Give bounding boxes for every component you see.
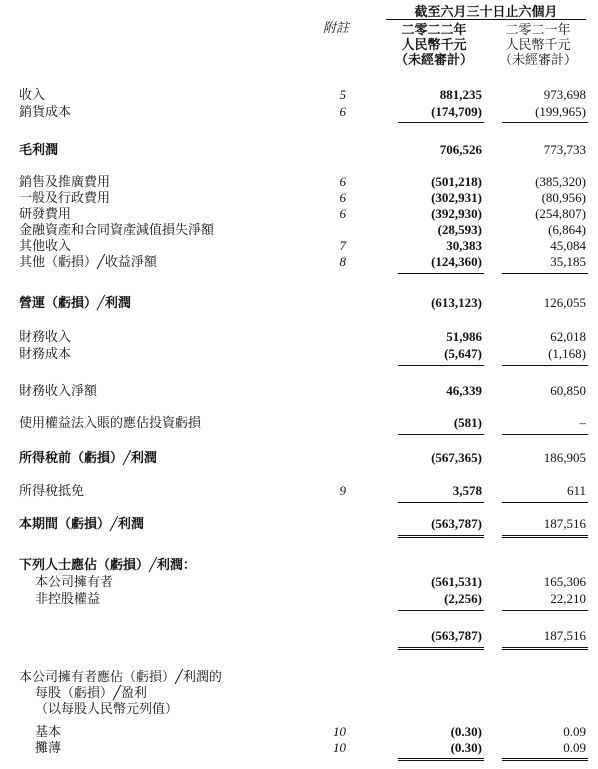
eps-heading-line1: 本公司擁有者應佔（虧損）╱利潤的 bbox=[19, 669, 222, 684]
subtotal-rule bbox=[398, 122, 484, 123]
owners-2021: 165,306 bbox=[543, 574, 586, 589]
col-2021-unit: 人民幣千元 bbox=[505, 37, 571, 52]
other-income-note: 7 bbox=[339, 238, 346, 253]
other-income-label: 其他收入 bbox=[19, 238, 72, 253]
cost-of-sales-2022: (174,709) bbox=[431, 104, 482, 119]
subtotal-rule bbox=[398, 273, 484, 274]
nci-label: 非控股權益 bbox=[35, 591, 101, 606]
tax-2022: 3,578 bbox=[452, 483, 482, 498]
finance-income-2021: 62,018 bbox=[550, 329, 586, 344]
impairment-label: 金融資產和合同資產減值損失淨額 bbox=[19, 222, 215, 237]
rnd-2022: (392,930) bbox=[431, 206, 482, 221]
diluted-2022: (0.30) bbox=[450, 740, 482, 755]
basic-note: 10 bbox=[333, 724, 346, 739]
finance-cost-label: 財務成本 bbox=[19, 346, 72, 361]
finance-net-label: 財務收入淨額 bbox=[19, 383, 98, 398]
finance-income-2022: 51,986 bbox=[446, 329, 482, 344]
basic-label: 基本 bbox=[35, 724, 62, 739]
period-header: 截至六月三十日止六個月 bbox=[414, 4, 558, 19]
cost-of-sales-note: 6 bbox=[339, 104, 346, 119]
finance-cost-2022: (5,647) bbox=[444, 346, 482, 361]
operating-2022: (613,123) bbox=[431, 295, 482, 310]
cost-of-sales-2021: (199,965) bbox=[535, 104, 586, 119]
total-double-rule bbox=[398, 758, 484, 761]
equity-method-2021: – bbox=[579, 415, 586, 430]
operating-2021: 126,055 bbox=[543, 295, 586, 310]
tax-note: 9 bbox=[339, 483, 346, 498]
col-2022-status: （未經審計） bbox=[394, 52, 473, 67]
equity-method-label: 使用權益法入賬的應佔投資虧損 bbox=[19, 415, 202, 430]
admin-label: 一般及行政費用 bbox=[19, 190, 111, 205]
finance-income-label: 財務收入 bbox=[19, 329, 72, 344]
selling-2022: (501,218) bbox=[431, 174, 482, 189]
total-double-rule bbox=[398, 647, 484, 650]
selling-label: 銷售及推廣費用 bbox=[19, 174, 111, 189]
gross-profit-2022: 706,526 bbox=[439, 142, 482, 157]
operating-label: 營運（虧損）╱利潤 bbox=[19, 295, 131, 310]
gross-profit-label: 毛利潤 bbox=[19, 142, 59, 157]
period-underline bbox=[386, 19, 586, 20]
col-2022-unit: 人民幣千元 bbox=[401, 37, 467, 52]
basic-2021: 0.09 bbox=[563, 724, 586, 739]
selling-note: 6 bbox=[339, 174, 346, 189]
subtotal-rule bbox=[502, 434, 588, 435]
finance-net-2022: 46,339 bbox=[446, 383, 482, 398]
total-double-rule bbox=[502, 758, 588, 761]
other-gains-note: 8 bbox=[339, 254, 346, 269]
impairment-2022: (28,593) bbox=[437, 222, 482, 237]
basic-2022: (0.30) bbox=[450, 724, 482, 739]
finance-net-2021: 60,850 bbox=[550, 383, 586, 398]
owners-2022: (561,531) bbox=[431, 574, 482, 589]
eps-heading-line3: （以每股人民幣元列值） bbox=[35, 701, 179, 716]
subtotal-rule bbox=[398, 610, 484, 611]
rnd-2021: (254,807) bbox=[535, 206, 586, 221]
owners-label: 本公司擁有者 bbox=[35, 574, 114, 589]
period-result-2022: (563,787) bbox=[431, 516, 482, 531]
col-2021-status: （未經審計） bbox=[498, 52, 577, 67]
admin-note: 6 bbox=[339, 190, 346, 205]
pretax-2022: (567,365) bbox=[431, 450, 482, 465]
subtotal-rule bbox=[502, 610, 588, 611]
tax-label: 所得稅抵免 bbox=[19, 483, 85, 498]
period-result-2021: 187,516 bbox=[543, 516, 586, 531]
revenue-note: 5 bbox=[339, 87, 346, 102]
attrib-total-2021: 187,516 bbox=[543, 628, 586, 643]
other-income-2021: 45,084 bbox=[550, 238, 586, 253]
impairment-2021: (6,864) bbox=[548, 222, 586, 237]
admin-2021: (80,956) bbox=[541, 190, 586, 205]
pretax-label: 所得稅前（虧損）╱利潤 bbox=[19, 450, 157, 465]
tax-2021: 611 bbox=[566, 483, 586, 498]
subtotal-rule bbox=[502, 502, 588, 503]
nci-2021: 22,210 bbox=[550, 591, 586, 606]
subtotal-rule bbox=[398, 502, 484, 503]
attrib-total-2022: (563,787) bbox=[431, 628, 482, 643]
attrib-heading: 下列人士應佔（虧損）╱利潤： bbox=[19, 557, 196, 572]
total-double-rule bbox=[502, 647, 588, 650]
other-gains-2021: 35,185 bbox=[550, 254, 586, 269]
period-result-label: 本期間（虧損）╱利潤 bbox=[19, 516, 144, 531]
rnd-label: 研發費用 bbox=[19, 206, 72, 221]
total-double-rule bbox=[502, 535, 588, 538]
col-2022-year: 二零二二年 bbox=[401, 22, 467, 37]
revenue-2022: 881,235 bbox=[439, 87, 482, 102]
cost-of-sales-label: 銷貨成本 bbox=[19, 104, 72, 119]
other-income-2022: 30,383 bbox=[446, 238, 482, 253]
other-gains-label: 其他（虧損）╱收益淨額 bbox=[19, 254, 157, 269]
admin-2022: (302,931) bbox=[431, 190, 482, 205]
finance-cost-2021: (1,168) bbox=[548, 346, 586, 361]
diluted-2021: 0.09 bbox=[563, 740, 586, 755]
revenue-label: 收入 bbox=[19, 87, 46, 102]
diluted-label: 攤薄 bbox=[35, 740, 62, 755]
nci-2022: (2,256) bbox=[444, 591, 482, 606]
col-2021-year: 二零二一年 bbox=[505, 22, 571, 37]
other-gains-2022: (124,360) bbox=[431, 254, 482, 269]
subtotal-rule bbox=[502, 273, 588, 274]
subtotal-rule bbox=[398, 434, 484, 435]
subtotal-rule bbox=[502, 122, 588, 123]
total-double-rule bbox=[398, 535, 484, 538]
note-column-header: 附註 bbox=[322, 20, 349, 35]
revenue-2021: 973,698 bbox=[543, 87, 586, 102]
subtotal-rule bbox=[398, 365, 484, 366]
selling-2021: (385,320) bbox=[535, 174, 586, 189]
equity-method-2022: (581) bbox=[453, 415, 482, 430]
diluted-note: 10 bbox=[333, 740, 346, 755]
subtotal-rule bbox=[502, 365, 588, 366]
rnd-note: 6 bbox=[339, 206, 346, 221]
eps-heading-line2: 每股（虧損）╱盈利 bbox=[35, 685, 147, 700]
pretax-2021: 186,905 bbox=[543, 450, 586, 465]
gross-profit-2021: 773,733 bbox=[543, 142, 586, 157]
